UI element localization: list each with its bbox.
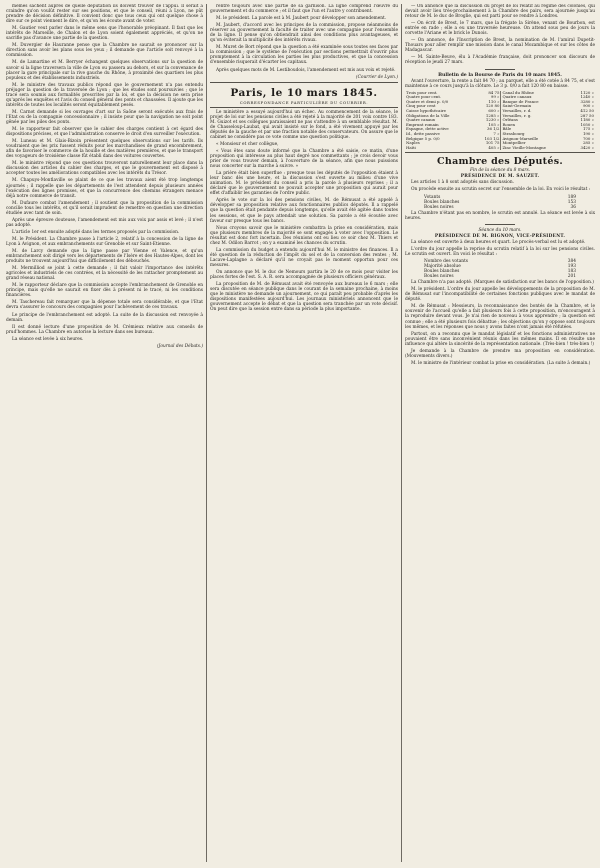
column-rule [206, 4, 207, 862]
paragraph: mêmes sachent auprès de quelle députation ils doivent trouver de l'appui. Il serait à craindre qu'on voulût rester sur ses positions, et que le conseil, réuni à Lyon, ne pût prendre de décision définitive. Il convient donc que tous ceux qui ont quelque chose à dire sur ce point viennent le dire, et qu'on les écoute avant de voter. [6, 4, 203, 25]
paragraph: — On annonce, de l'Inscription de Brest, la nomination de M. l'amiral Dupetit-Thouars pour aller remplir une mission dans le canal Mozambique et sur les côtes de Madagascar. [405, 38, 595, 54]
vote-count: 36 [570, 204, 576, 210]
paragraph: Après une épreuve douteuse, l'amendement est mis aux voix par assis et levé ; il n'est pas adopté. [6, 217, 203, 228]
paragraph: M. Gautier veut parler dans le même sens que l'honorable préopinant. Il faut que les intérêts de Marseille, de Chalon et de Lyon soient également appréciés, et qu'on ne sacrifie pas d'avance une partie de la question. [6, 26, 203, 42]
paragraph: M. le Président. La Chambre passe à l'article 2, relatif à la concession de la ligne de Lyon à Avignon, et aux embranchements sur Grenoble et sur Saint-Etienne. [6, 236, 203, 247]
paragraph: M. de Rémusat : Messieurs, la reconnaissance des bontés de la Chambre, et le souvenir de l'accueil qu'elle a fait plusieurs fois à cette proposition, m'encouragent à la reproduire devant vous. Je n'ai rien de nouveau à vous apprendre ; la question est connue ; elle a été plusieurs fois débattue ; les objections qu'on y oppose sont toujours les mêmes, et les réponses que nous y avons faites n'ont jamais été réfutées. [405, 304, 595, 330]
divider [485, 224, 515, 225]
security-price: 700 » [582, 135, 594, 141]
security-price: 190 » [582, 130, 594, 136]
session-date: Séance du 10 mars. [478, 227, 522, 233]
security-price: 3420 » [580, 144, 594, 150]
vote-label: Boules noires [424, 274, 454, 280]
paragraph: La proposition de M. de Rémusat avait été renvoyée aux bureaux le 6 mars ; elle sera discutée en séance publique dans le courant de la semaine prochaine, à moins que le ministère ne demande un ajournement, ce qui paraît peu probable d'après les dispositions manifestées aujourd'hui. Les journaux ministériels annoncent que le gouvernement accepte le débat et que la question sera tranchée par un vote décisif. On peut dire que la session entre dans sa période la plus importante. [210, 282, 398, 313]
paragraph: On procède ensuite au scrutin secret sur l'ensemble de la loi. En voici le résultat : [411, 187, 591, 193]
paragraph: Il est donné lecture d'une proposition de M. Crémieux relative aux conseils de prud'hommes. La Chambre en autorise la lecture dans ses bureaux. [6, 324, 203, 335]
security-name: Bâle [501, 127, 571, 132]
security-name: Versailles, r. d. [501, 109, 571, 114]
security-name: Saint-Germain [501, 104, 571, 109]
paragraph: M. Dufaure combat l'amendement ; il soutient que la proposition de la commission concilie tous les intérêts, et qu'il serait imprudent de remettre en question une direction étudiée avec tant de soin. [6, 200, 203, 216]
security-name: Obligations de la Ville [406, 112, 450, 118]
security-price: 1050 » [580, 121, 594, 127]
security-price: 110 » [488, 98, 500, 104]
paragraph: Nous croyons savoir que le ministère combattra la prise en considération, mais que plusieurs membres de la majorité se sont engagés à voter avec l'opposition. Le résultat est donc fort incertain. Des réunions ont eu lieu ce soir chez M. Thiers et chez M. Odilon Barrot ; on y a examiné les chances du scrutin. [210, 225, 398, 246]
security-name: Espagne, dette active [406, 126, 449, 132]
bourse-table [405, 91, 595, 151]
paragraph: La séance est levée à six heures. [12, 336, 84, 342]
paragraph: Partout, on a reconnu que le mandat législatif et les fonctions administratives ne pouvaient être sans inconvénient réunis dans les mêmes mains. Il en résulte une influence qui altère la sincérité de la représentation nationale. (Très-bien ! très-bien !) [405, 331, 595, 347]
paragraph: M. le ministre répond que ces questions trouveront naturellement leur place dans la discussion des articles du cahier des charges, et que le gouvernement est disposé à accepter toutes les améliorations compatibles avec les intérêts du Trésor. [6, 161, 203, 177]
security-name: Banque de France [501, 100, 571, 105]
paragraph: M. le rapporteur fait observer que le cahier des charges contient à cet égard des dispositions précises, et que l'administration conserve le droit d'en surveiller l'exécution. [6, 127, 203, 138]
paragraph: Je demande à la Chambre de prendre ma proposition en considération. (Mouvements divers.) [405, 348, 595, 359]
paragraph: Après le vote sur la loi des pensions civiles, M. de Rémusat a été appelé à développer sa proposition relative aux fonctionnaires publics députés. Il a rappelé que la question était pendante depuis longtemps, qu'elle avait été agitée dans toutes les sessions, et que le pays attendait une solution. Sa parole a été écoutée avec faveur sur presque tous les bancs. [210, 198, 398, 224]
security-price: 1120 » [580, 89, 594, 95]
paragraph: M. Jaubert, d'accord avec les principes de la commission, propose néanmoins de réserver au gouvernement la faculté de traiter avec une compagnie pour l'ensemble de la ligne. Il pense qu'on obtiendrait ainsi des conditions plus avantageuses, et qu'on éviterait la multiplicité des intérêts rivaux. [210, 23, 398, 44]
vote-count: 189 [567, 194, 576, 200]
paragraph: M. Muret de Bort répond que la question a été examinée sous toutes ses faces par la commission ; que le système de l'exécution par sections permettrait d'ouvrir plus promptement à la circulation les parties les plus productives, et que la concession d'ensemble risquerait d'écarter les capitaux. [210, 45, 398, 66]
security-price: 105 » [488, 121, 500, 127]
security-price: 287 50 [580, 112, 594, 118]
paragraph: rentre toujours avec une partie de sa garnison. La ligne comprend l'œuvre du gouvernement et du commerce ; et il faut que l'un et l'autre y contribuent. [210, 4, 398, 15]
vote-results [424, 259, 576, 279]
vote-count: 153 [567, 199, 576, 205]
presidency: PRÉSIDENCE DE M. SAUZET. [460, 174, 540, 180]
security-name: Quatre canaux [406, 117, 436, 123]
paragraph: Le ministère a essuyé aujourd'hui un échec. Au commencement de la séance, le projet de loi sur les pensions civiles a été rejeté à la majorité de 201 voix contre 183. M. Guizot et ses collègues paraissaient ne pas s'attendre à un semblable résultat. M. de Chasseloup-Laubat, qui avait insisté sur le fond, a été vivement appuyé par les députés de la gauche et par une fraction notable des conservateurs. On assure que le cabinet ne considère pas ce vote comme une question politique. [210, 109, 398, 140]
vote-label: Majorité absolue [424, 264, 461, 270]
security-price: 99 » [490, 94, 500, 100]
masthead-subtitle: CORRESPONDANCE PARTICULIÈRE DU COURRIER. [239, 99, 369, 105]
vote-label: Boules noires [424, 204, 454, 210]
masthead [210, 87, 398, 105]
paragraph: Le principe de l'embranchement est adopté. La suite de la discussion est renvoyée à demain. [6, 312, 203, 323]
column-left [6, 4, 203, 862]
paragraph: « Monsieur et cher collègue, [216, 141, 279, 147]
security-price: 1240 » [580, 94, 594, 100]
vote-label: Boules blanches [424, 199, 460, 205]
paragraph: On annonce que M. le duc de Nemours partira le 20 de ce mois pour visiter les places fortes de l'est. S. A. R. sera accompagnée de plusieurs officiers généraux. [210, 269, 398, 281]
paragraph: M. le ministre des travaux publics répond que le gouvernement n'a pas entendu préjuger la question de la traversée de Lyon ; que les études sont poursuivies ; que le tracé sera soumis aux formalités prescrites par la loi, et que la décision ne sera prise qu'après les enquêtes et l'avis du conseil général des ponts et chaussées. Il ajoute que les intérêts de toutes les localités seront équitablement pesés. [6, 82, 203, 108]
security-price: 600 » [488, 107, 500, 113]
security-name: Versailles, r. g. [501, 114, 571, 119]
security-name: Cinq pour cent [406, 103, 436, 109]
vote-count: 201 [567, 274, 576, 280]
paragraph: La prière était bien superflue : presque tous les députés de l'opposition étaient à leur banc dès une heure, et la discussion s'est ouverte au milieu d'une vive animation. M. le président du conseil a pris la parole à plusieurs reprises ; il a déclaré que le gouvernement ne pouvait accepter une proposition qui aurait pour effet d'affaiblir les garanties de l'ordre public. [210, 171, 398, 197]
session-date: Fin de la séance du 8 mars. [469, 168, 531, 174]
security-name: Avignon-Marseille [501, 137, 571, 142]
divider [210, 82, 398, 83]
paragraph: M. le président. La parole est à M. Jaubert pour développer son amendement. [216, 16, 387, 22]
security-name: Haïti [406, 144, 416, 150]
security-price: 84 75 [488, 89, 500, 95]
vote-count: 384 [567, 258, 576, 264]
security-price: 101 75 [485, 140, 500, 146]
column-middle [210, 4, 398, 862]
security-name: Emprunt romain [406, 121, 439, 127]
security-name: Canal du Rhône [501, 91, 571, 96]
paragraph: M. le ministre de l'intérieur combat la prise en considération. (La suite à demain.) [411, 360, 591, 366]
security-price: 412 50 [580, 107, 594, 113]
section-title: Chambre des Députés. [437, 156, 563, 168]
paragraph: La commission du budget a entendu aujourd'hui M. le ministre des finances. Il a été question de la réduction de l'impôt du sel et de la conversion des rentes ; M. Lacave-Laplagne a déclaré qu'il ne croyait pas le moment opportun pour ces mesures. [210, 247, 398, 268]
security-price: 1230 » [485, 117, 500, 123]
security-name: Trois pour cent. [406, 89, 438, 95]
security-price: 900 » [582, 103, 594, 109]
paragraph: Les articles 1 à 8 sont adoptés sans discussion. [411, 180, 514, 186]
paragraph: La Chambre n'étant pas en nombre, le scrutin est annulé. La séance est levée à six heures. [405, 210, 595, 221]
column-rule [401, 4, 402, 862]
security-name: Strasbourg [501, 132, 571, 137]
paragraph: M. de Lamartine et M. Berryer échangent quelques observations sur la question de savoir si la ligne traversera la ville de Lyon ou passera au dehors, et sur la convenance de placer la gare principale sur la rive gauche du Rhône, à proximité des quartiers les plus populeux et des établissements industriels. [6, 60, 203, 81]
paragraph: M. Luneau et M. Glais-Bizoin présentent quelques observations sur les tarifs. Ils voudraient que les prix fussent réduits pour les marchandises de grand encombrement, afin de favoriser le commerce de la houille et des matières premières, et que le transport des voyageurs de troisième classe fût établi dans des voitures couvertes. [6, 139, 203, 160]
paragraph: Après quelques mots de M. Lestiboudois, l'amendement est mis aux voix et rejeté. [216, 67, 396, 73]
security-price: 120 80 [485, 103, 500, 109]
paragraph: « Vous êtes sans doute informé que la Chambre a été saisie, ce matin, d'une proposition qui intéresse au plus haut degré nos commettants ; je crois devoir vous prier de vous trouver demain, à l'ouverture de la séance, afin que nous puissions nous concerter sur la marche à suivre. » [210, 148, 398, 170]
paragraph: M. le rapporteur déclare que la commission accepte l'embranchement de Grenoble en principe, mais qu'elle ne saurait en fixer dès à présent ni le tracé, ni les conditions financières. [6, 283, 203, 299]
paragraph: M. Chapuys-Montlaville se plaint de ce que les travaux aient été trop longtemps ajournés ; il rappelle que les départements de l'est attendent depuis plusieurs années l'exécution des lignes promises, et que la concurrence des chemins étrangers menace déjà notre commerce de transit. [6, 178, 203, 199]
paragraph: L'ordre du jour appelle la reprise du scrutin relatif à la loi sur les pensions civiles. Le scrutin est ouvert. En voici le résultat : [405, 246, 595, 257]
security-name: Orléans [501, 118, 571, 123]
paragraph: La Chambre n'a pas adopté. (Marques de satisfaction sur les bancs de l'opposition.) [411, 280, 594, 286]
paragraph: M. le président. L'ordre du jour appelle les développements de la proposition de M. de Rémusat sur l'incompatibilité de certaines fonctions publiques avec le mandat de député. [405, 287, 595, 303]
paragraph: M. Duvergier de Hauranne pense que la Chambre ne saurait se prononcer sur la direction sans avoir les plans sous les yeux ; il demande que l'article soit renvoyé à la commission. [6, 43, 203, 59]
paragraph: — On écrit de Brest, le 7 mars, que la frégate la Sirène, venant de Bourbon, est entrée en rade ; elle a eu une traversée heureuse. On attend sous peu de jours la corvette l'Ariane et le brick le Dunois. [405, 21, 595, 37]
vote-label: Votants [424, 194, 441, 200]
paragraph: M. Carnot demande si les ouvrages d'art sur la Saône seront exécutés aux frais de l'Etat ou de la compagnie concessionnaire ; il insiste pour que la navigation ne soit point gênée par les piles des ponts. [6, 109, 203, 125]
bourse-row [405, 146, 595, 151]
paragraph: La séance est ouverte à deux heures et quart. Le procès-verbal est lu et adopté. [411, 239, 586, 245]
security-name: Naples [406, 140, 420, 146]
security-price: 103 1/2 [484, 135, 500, 141]
divider [405, 152, 595, 153]
security-name: Quatre canaux [501, 95, 571, 100]
vote-count: 183 [567, 269, 576, 275]
security-name: Montpellier [501, 141, 571, 146]
presidency: PRÉSIDENCE DE M. BIGNON, VICE-PRÉSIDENT. [434, 233, 566, 239]
security-price: 1285 » [485, 112, 500, 118]
column-right [405, 4, 595, 862]
vote-results [424, 195, 576, 210]
paragraph: L'article 1er est ensuite adopté dans les termes proposés par la commission. [12, 229, 180, 235]
source-signature: (Courrier de Lyon.) [355, 74, 398, 80]
security-price: 7 » [493, 130, 500, 136]
security-price: 1180 » [580, 117, 594, 123]
divider [485, 69, 515, 70]
paragraph: — On annonce que la discussion du projet de loi relatif au régime des colonies, qui devait avoir lieu très-prochainement à la Chambre des pairs, sera ajournée jusqu'au retour de M. le duc de Broglie, qui est parti pour se rendre à Londres. [405, 4, 595, 20]
divider [210, 107, 398, 108]
security-name: Caisse hypothécaire [406, 107, 446, 113]
source-signature: (Journal des Débats.) [156, 343, 203, 349]
paragraph: — M. Sainte-Beuve, élu à l'Académie française, doit prononcer son discours de réception le jeudi 27 mars. [405, 55, 595, 66]
security-price: 36 1/2 [487, 126, 500, 132]
security-name: Quatre pour cent. [406, 94, 442, 100]
paragraph: M. Mermilliod se joint à cette demande ; il fait valoir l'importance des intérêts agricoles et industriels de ces contrées, et la nécessité de les rattacher promptement au grand réseau national. [6, 266, 203, 282]
security-price: 175 » [582, 126, 594, 132]
vote-count: 193 [567, 264, 576, 270]
security-name: Rouen [501, 123, 571, 128]
security-name: Id., dette passive [406, 130, 440, 136]
bourse-bulletin-title: Bulletin de la Bourse de Paris du 10 mars 1845. [438, 72, 562, 78]
security-price: 285 » [582, 140, 594, 146]
security-name: Zinc Vieille-Montagne [501, 146, 571, 151]
bourse-summary: Avant l'ouverture, la rente a fait 84 70 ; au parquet, elle a été cotée à 84 75, et s'est maintenue à ce cours jusqu'à la clôture. Le 3 p. 0/0 a fait 120 80 en baisse. [405, 78, 595, 89]
masthead-title: Paris, le 10 mars 1845. [230, 86, 378, 99]
paragraph: M. de Larcy demande que la ligne passe par Vienne et Valence, et qu'un embranchement soit dirigé vers les départements de l'Isère et des Hautes-Alpes, dont les produits ne trouvent aujourd'hui que difficilement des débouchés. [6, 249, 203, 265]
security-price: 3280 » [580, 98, 594, 104]
vote-label: Boules blanches [424, 269, 460, 275]
security-name: Quatre et demi p. 0/0 [406, 98, 449, 104]
paragraph: M. Taschereau fait remarquer que la dépense totale sera considérable, et que l'Etat devra s'assurer le concours des compagnies pour l'achèvement de ces travaux. [6, 300, 203, 311]
vote-label: Nombre des votants [424, 258, 469, 264]
security-price: 405 » [488, 144, 500, 150]
security-name: Belgique 5 p. 0/0 [406, 135, 440, 141]
